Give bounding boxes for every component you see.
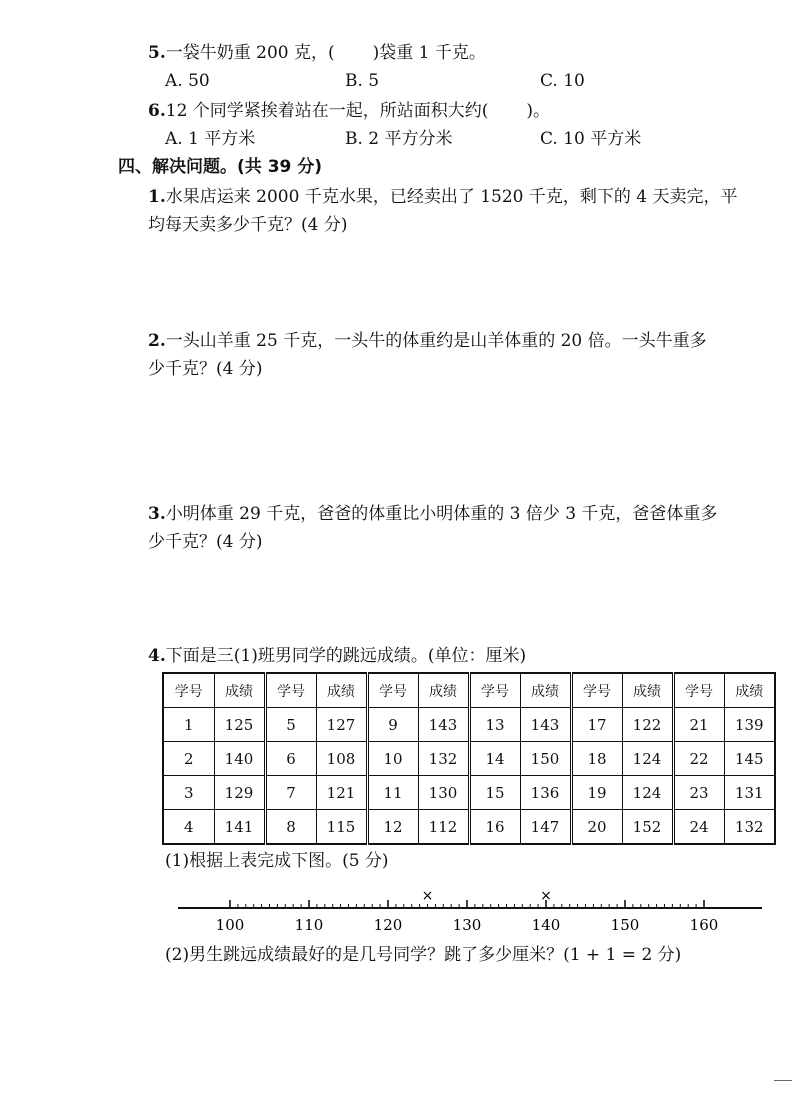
score-cell: 143 [418, 708, 469, 742]
question-6 [148, 100, 550, 122]
score-cell: 140 [214, 742, 265, 776]
score-cell: 115 [316, 810, 367, 845]
header-score: 成绩 [214, 673, 265, 708]
student-id-cell: 17 [571, 708, 622, 742]
tick-label: 110 [294, 916, 324, 934]
sub-question-2: (2)男生跳远成绩最好的是几号同学？跳了多少厘米？(1 + 1 = 2 分) [165, 945, 682, 965]
student-id-cell: 6 [265, 742, 316, 776]
tick-label: 160 [689, 916, 719, 934]
student-id-cell: 4 [163, 810, 214, 845]
question-text-start: 一袋牛奶重 200 克，( [165, 43, 335, 63]
score-cell: 139 [724, 708, 775, 742]
table-row [163, 776, 775, 810]
student-id-cell: 12 [367, 810, 418, 845]
option-a: A. 50 [165, 71, 210, 91]
number-line[interactable] [170, 884, 770, 940]
problem-text: 水果店运来 2000 千克水果，已经卖出了 1520 千克，剩下的 4 天卖完，平 [165, 187, 738, 207]
score-cell: 127 [316, 708, 367, 742]
option-c: C. 10 [540, 71, 585, 91]
student-id-cell: 16 [469, 810, 520, 845]
data-marker: × [421, 888, 434, 904]
student-id-cell: 23 [673, 776, 724, 810]
score-cell: 152 [622, 810, 673, 845]
score-cell: 147 [520, 810, 571, 845]
table-header-row [163, 673, 775, 708]
problem-text: 小明体重 29 千克，爸爸的体重比小明体重的 3 倍少 3 千克，爸爸体重多 [165, 504, 718, 524]
problem-number: 2. [148, 331, 166, 351]
tick-label: 100 [215, 916, 245, 934]
student-id-cell: 2 [163, 742, 214, 776]
score-cell: 122 [622, 708, 673, 742]
problem-number: 4. [148, 646, 166, 666]
page-edge-mark [774, 1080, 792, 1081]
problem-text: 下面是三(1)班男同学的跳远成绩。(单位：厘米) [165, 646, 527, 666]
header-score: 成绩 [724, 673, 775, 708]
question-text-end: )。 [526, 101, 551, 121]
student-id-cell: 5 [265, 708, 316, 742]
table-row [163, 708, 775, 742]
student-id-cell: 11 [367, 776, 418, 810]
score-cell: 108 [316, 742, 367, 776]
score-cell: 124 [622, 742, 673, 776]
student-id-cell: 7 [265, 776, 316, 810]
problem-1-line-1 [148, 186, 738, 208]
question-text-start: 12 个同学紧挨着站在一起，所站面积大约( [165, 101, 489, 121]
student-id-cell: 10 [367, 742, 418, 776]
student-id-cell: 21 [673, 708, 724, 742]
sub-question-1: (1)根据上表完成下图。(5 分) [165, 851, 389, 871]
score-cell: 131 [724, 776, 775, 810]
problem-3-line-1 [148, 503, 717, 525]
problem-number: 1. [148, 187, 166, 207]
score-cell: 125 [214, 708, 265, 742]
header-id: 学号 [571, 673, 622, 708]
problem-text: 一头山羊重 25 千克，一头牛的体重约是山羊体重的 20 倍。一头牛重多 [165, 331, 707, 351]
header-id: 学号 [367, 673, 418, 708]
score-cell: 141 [214, 810, 265, 845]
problem-1-line-2: 均每天卖多少千克？(4 分) [148, 215, 348, 235]
score-cell: 121 [316, 776, 367, 810]
student-id-cell: 1 [163, 708, 214, 742]
score-cell: 145 [724, 742, 775, 776]
problem-2-line-2: 少千克？(4 分) [148, 359, 263, 379]
option-b: B. 2 平方分米 [345, 129, 453, 149]
question-number: 6. [148, 101, 166, 121]
score-cell: 129 [214, 776, 265, 810]
student-id-cell: 3 [163, 776, 214, 810]
score-cell: 132 [418, 742, 469, 776]
student-id-cell: 8 [265, 810, 316, 845]
tick-label: 120 [373, 916, 403, 934]
student-id-cell: 22 [673, 742, 724, 776]
problem-3-line-2: 少千克？(4 分) [148, 532, 263, 552]
table-row [163, 810, 775, 845]
jump-score-table [162, 672, 776, 845]
score-cell: 150 [520, 742, 571, 776]
student-id-cell: 14 [469, 742, 520, 776]
score-cell: 130 [418, 776, 469, 810]
question-5 [148, 42, 486, 64]
header-id: 学号 [673, 673, 724, 708]
header-id: 学号 [265, 673, 316, 708]
header-score: 成绩 [520, 673, 571, 708]
tick-label: 140 [531, 916, 561, 934]
student-id-cell: 20 [571, 810, 622, 845]
problem-number: 3. [148, 504, 166, 524]
header-id: 学号 [469, 673, 520, 708]
student-id-cell: 15 [469, 776, 520, 810]
problem-4-line-1 [148, 645, 526, 667]
header-score: 成绩 [418, 673, 469, 708]
section-title: 四、解决问题。(共 39 分) [118, 157, 323, 177]
option-c: C. 10 平方米 [540, 129, 642, 149]
score-cell: 124 [622, 776, 673, 810]
option-a: A. 1 平方米 [165, 129, 256, 149]
question-number: 5. [148, 43, 166, 63]
score-cell: 112 [418, 810, 469, 845]
score-cell: 132 [724, 810, 775, 845]
student-id-cell: 13 [469, 708, 520, 742]
question-text-end: )袋重 1 千克。 [372, 43, 486, 63]
option-b: B. 5 [345, 71, 380, 91]
tick-label: 150 [610, 916, 640, 934]
tick-label: 130 [452, 916, 482, 934]
student-id-cell: 18 [571, 742, 622, 776]
table-row [163, 742, 775, 776]
header-score: 成绩 [622, 673, 673, 708]
student-id-cell: 19 [571, 776, 622, 810]
student-id-cell: 24 [673, 810, 724, 845]
header-id: 学号 [163, 673, 214, 708]
header-score: 成绩 [316, 673, 367, 708]
score-cell: 136 [520, 776, 571, 810]
student-id-cell: 9 [367, 708, 418, 742]
score-cell: 143 [520, 708, 571, 742]
problem-2-line-1 [148, 330, 707, 352]
data-marker: × [540, 888, 552, 904]
